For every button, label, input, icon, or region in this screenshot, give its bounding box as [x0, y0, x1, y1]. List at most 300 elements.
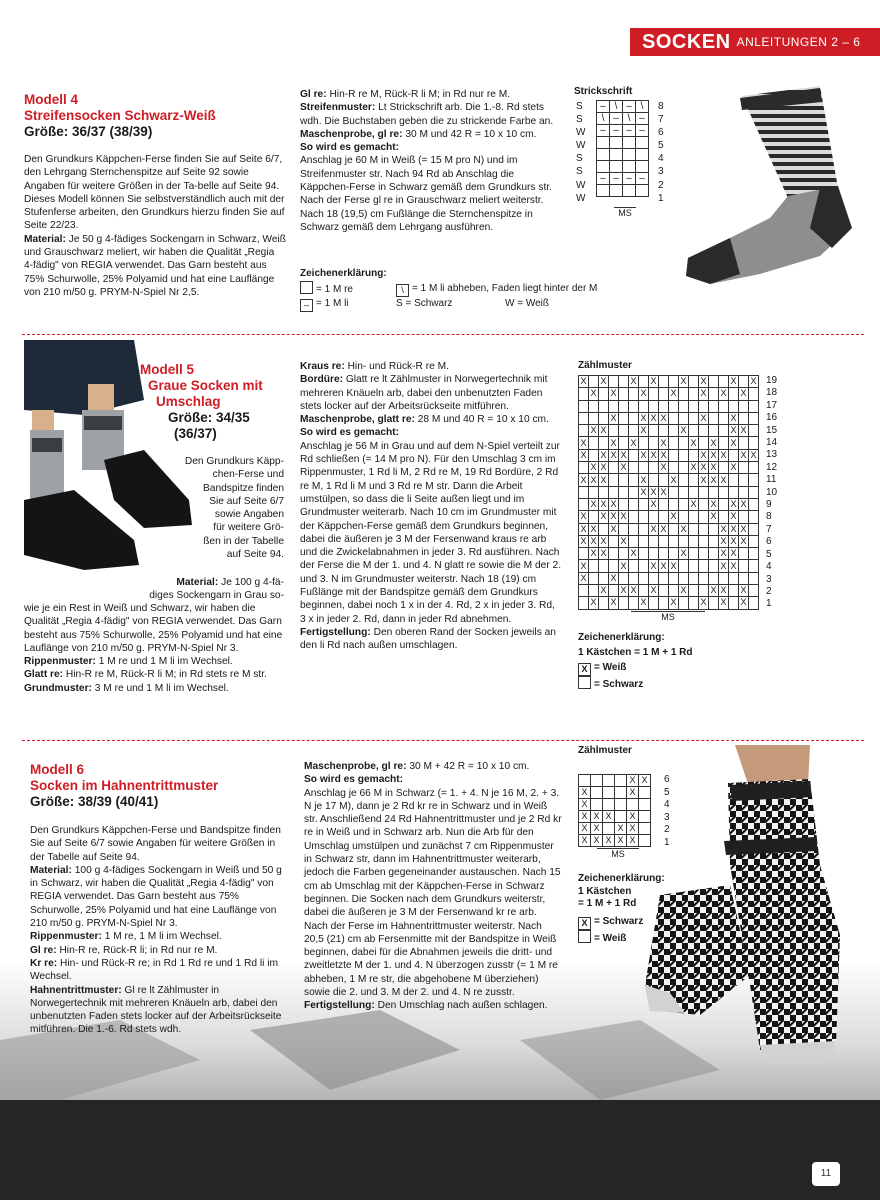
chart-cell — [709, 425, 719, 437]
chart-row-number: 1 — [658, 192, 664, 204]
chart-cell — [610, 149, 623, 161]
chart-cell: X — [720, 536, 727, 546]
chart-cell: \ — [610, 101, 623, 113]
chart-cell — [709, 388, 719, 400]
chart-cell: X — [750, 449, 757, 460]
chart-cell — [709, 560, 719, 572]
model5-how: Anschlag je 56 M in Grau und auf dem N-Spiel verteilt zur Rd schließen (= 14 M pro N). Für den Umschlag 3 cm im Rippenmuster, 1 Rd li M, 2 Rd re M, 19 Rd Bordüre, 2 Rd re M, 1 Rd li M und 3 Rd re M str. Dann die Arbeit umstülpen, so dass die li Seite außen liegt und im Grundmuster weiterarb. Nach 10 cm im Grundmuster mit der Käppchen-Ferse gemäß dem Grundkurs beginnen, dabei die äußeren je 3 M der Fersenwand kraus re arb und die Zwickelabnahmen in jeder 3. Rd ausführen. Nach der Ferse die M der 1. und 4. N glatt re sowie die M der 2. und 3. N im Grundmuster weiterstr. Nach 18 (19) cm Fußlänge mit der Bandspitze gemäß dem Grundkurs beginnen, dabei noch 1 x in der 4. Rd, 2 x in jeder 3. Rd, 3 x in jeder 2. Rd, dann in jeder Rd abnehmen. — [300, 440, 562, 625]
chart-cell — [689, 425, 699, 437]
chart-cell — [629, 523, 639, 535]
chart-cell: – — [636, 113, 649, 125]
chart-cell — [599, 412, 609, 424]
chart-cell — [609, 400, 619, 412]
chart-cell: X — [700, 449, 707, 460]
chart-cell — [615, 799, 627, 811]
model5-grund: Grundmuster: 3 M re und 1 M li im Wechsel. — [24, 682, 229, 694]
model4-ms: MS — [596, 208, 654, 218]
chart-cell — [719, 462, 729, 474]
chart-cell — [749, 572, 759, 584]
chart-cell — [729, 400, 739, 412]
model6-sock-photo — [640, 745, 870, 1065]
model4-streifen: Streifenmuster: Lt Strickschrift arb. Die 1.-8. Rd stets wdh. Die Buchstaben geben die zu strickende Farbe an. — [300, 102, 554, 127]
chart-cell — [659, 535, 669, 547]
chart-cell — [591, 787, 603, 799]
chart-cell: X — [579, 787, 591, 799]
chart-cell — [615, 811, 627, 823]
chart-cell: X — [640, 474, 647, 485]
chart-cell — [619, 400, 629, 412]
chart-cell — [689, 572, 699, 584]
chart-cell — [699, 425, 709, 437]
chart-cell: X — [680, 523, 687, 534]
chart-cell: X — [700, 413, 707, 424]
model5-intro-line: Den Grundkurs Käpp- — [184, 456, 284, 467]
chart-cell — [589, 486, 599, 498]
chart-cell — [699, 437, 709, 449]
model6-rippen: Rippenmuster: 1 M re, 1 M li im Wechsel. — [30, 931, 222, 943]
chart-cell: X — [580, 572, 587, 583]
chart-row-number: 6 — [658, 127, 664, 139]
chart-cell: X — [600, 511, 607, 522]
chart-cell: X — [700, 388, 707, 399]
chart-cell: X — [710, 437, 717, 448]
model5-how-label: So wird es gemacht: — [300, 427, 400, 439]
chart-cell: – — [610, 113, 623, 125]
chart-cell — [659, 548, 669, 560]
chart-cell: X — [730, 548, 737, 559]
model5-intro-line: ßen in der Tabelle — [203, 535, 284, 547]
chart-cell: X — [740, 499, 747, 510]
chart-cell: X — [590, 388, 597, 399]
chart-cell — [619, 388, 629, 400]
chart-cell — [619, 376, 629, 388]
chart-cell — [609, 548, 619, 560]
chart-cell: X — [650, 499, 657, 510]
chart-cell — [669, 400, 679, 412]
chart-cell — [619, 597, 629, 609]
model4-legend: Zeichenerklärung: = 1 M re \ = 1 M li abheben, Faden liegt hinter der M – = 1 M li S = Schwarz W = Weiß — [300, 268, 598, 310]
chart-cell — [669, 425, 679, 437]
chart-cell — [689, 597, 699, 609]
chart-cell: X — [660, 523, 667, 534]
section-subtitle: ANLEITUNGEN 2 – 6 — [736, 35, 861, 49]
chart-cell — [610, 161, 623, 173]
chart-cell: X — [740, 388, 747, 399]
model6-col1 — [30, 824, 290, 1037]
chart-cell — [597, 185, 610, 197]
chart-cell — [739, 474, 749, 486]
chart-cell — [659, 376, 669, 388]
model5-intro-line: für weitere Grö- — [213, 522, 284, 534]
chart-cell — [709, 548, 719, 560]
model5-intro-line: auf Seite 94. — [226, 549, 284, 561]
chart-cell — [719, 425, 729, 437]
chart-row-number: 19 — [766, 375, 778, 386]
chart-cell — [639, 498, 649, 510]
chart-cell: X — [640, 597, 647, 608]
chart-cell: X — [650, 449, 657, 460]
chart-cell: X — [630, 585, 637, 596]
chart-color-letter: S — [576, 153, 583, 165]
chart-cell — [749, 597, 759, 609]
chart-cell — [749, 585, 759, 597]
chart-row-number: 5 — [766, 548, 772, 560]
chart-row-number: 4 — [766, 561, 772, 573]
chart-cell — [639, 548, 649, 560]
chart-cell — [609, 535, 619, 547]
chart-row-number: 4 — [664, 799, 670, 811]
chart-cell — [729, 585, 739, 597]
chart-cell: X — [750, 376, 757, 387]
chart-cell: X — [627, 811, 639, 823]
chart-cell — [709, 486, 719, 498]
chart-cell — [619, 474, 629, 486]
chart-cell: X — [700, 462, 707, 473]
chart-cell: \ — [623, 113, 636, 125]
chart-row-number: 12 — [766, 461, 778, 473]
chart-cell: X — [590, 536, 597, 546]
chart-cell: X — [650, 560, 657, 571]
chart-cell — [749, 437, 759, 449]
model4-col2 — [300, 88, 562, 234]
legend-empty-box — [300, 281, 313, 294]
model5-intro — [168, 455, 284, 561]
chart-cell: X — [620, 511, 627, 522]
chart-cell: X — [710, 511, 717, 522]
chart-cell: – — [610, 173, 623, 185]
chart-cell — [689, 376, 699, 388]
model4-intro: Den Grundkurs Käppchen-Ferse finden Sie auf Seite 6/7, den Lehrgang Sternchenspitze auf Seite 92 sowie Angaben für weitere Größen in der Ta-belle auf Seite 94. Dieses Modell können Sie selbstverständlich auch mit der Stufenferse arbeiten, den Grundkurs hierzu finden Sie auf Seite 22/23. — [24, 154, 285, 232]
chart-cell: X — [630, 437, 637, 448]
chart-cell: X — [710, 462, 717, 473]
chart-cell — [610, 185, 623, 197]
chart-cell: X — [610, 437, 617, 448]
chart-cell — [689, 474, 699, 486]
chart-cell — [669, 498, 679, 510]
chart-row-number: 16 — [766, 412, 778, 424]
chart-cell — [649, 572, 659, 584]
chart-row-number: 1 — [664, 836, 670, 848]
chart-cell: X — [680, 585, 687, 596]
model5-size: Größe: 34/35 — [168, 410, 250, 425]
section-header — [630, 28, 880, 56]
chart-cell — [579, 412, 589, 424]
model5-rippen: Rippenmuster: 1 M re und 1 M li im Wechsel. — [24, 656, 233, 668]
chart-cell — [579, 597, 589, 609]
chart-cell: X — [730, 523, 737, 534]
chart-cell — [629, 388, 639, 400]
chart-row-number: 8 — [766, 511, 772, 523]
chart-cell: X — [740, 536, 747, 546]
chart-cell — [639, 535, 649, 547]
chart-cell: X — [600, 449, 607, 460]
chart-cell: X — [603, 835, 615, 847]
model6-ms: MS — [578, 849, 658, 859]
chart-cell — [689, 511, 699, 523]
chart-cell — [749, 486, 759, 498]
chart-cell — [629, 511, 639, 523]
chart-cell: X — [579, 823, 591, 835]
chart-cell: X — [590, 474, 597, 485]
chart-row-number: 11 — [766, 474, 777, 486]
chart-cell — [599, 400, 609, 412]
chart-cell — [669, 535, 679, 547]
chart-cell: X — [610, 449, 617, 460]
chart-cell — [609, 474, 619, 486]
chart-cell — [729, 572, 739, 584]
model4-subtitle: Streifensocken Schwarz-Weiß — [24, 108, 216, 123]
chart-cell — [589, 572, 599, 584]
chart-color-letter: S — [576, 114, 583, 126]
chart-cell — [591, 799, 603, 811]
model5-heading: Modell 5 Graue Socken mit Umschlag Größe: 34/35 (36/37) — [140, 362, 280, 442]
chart-cell — [749, 548, 759, 560]
chart-cell — [589, 400, 599, 412]
chart-cell — [679, 412, 689, 424]
chart-cell — [739, 376, 749, 388]
chart-cell — [619, 437, 629, 449]
chart-cell: X — [650, 585, 657, 596]
chart-cell: X — [660, 449, 667, 460]
chart-cell — [679, 388, 689, 400]
chart-cell — [729, 486, 739, 498]
chart-cell — [739, 511, 749, 523]
chart-cell — [659, 572, 669, 584]
chart-cell — [599, 437, 609, 449]
model5-col2 — [300, 360, 562, 653]
chart-cell — [699, 585, 709, 597]
chart-cell — [639, 572, 649, 584]
model5-material-second: diges Sockengarn in Grau so- — [149, 590, 284, 601]
chart-cell — [669, 572, 679, 584]
chart-cell — [689, 585, 699, 597]
chart-cell — [709, 412, 719, 424]
chart-cell — [699, 511, 709, 523]
chart-cell: X — [615, 823, 627, 835]
chart-cell: X — [730, 499, 737, 510]
chart-cell — [709, 376, 719, 388]
chart-cell — [669, 437, 679, 449]
model4-title: Modell 4 — [24, 92, 79, 107]
chart-cell: X — [660, 437, 667, 448]
chart-cell — [629, 597, 639, 609]
chart-cell: X — [591, 835, 603, 847]
chart-cell — [689, 449, 699, 461]
chart-row-number: 1 — [766, 598, 772, 610]
chart-cell: X — [600, 376, 607, 387]
chart-cell — [619, 486, 629, 498]
separator-1 — [22, 334, 864, 335]
chart-cell: X — [639, 775, 651, 787]
chart-cell: X — [610, 388, 617, 399]
chart-color-letter: S — [576, 166, 583, 178]
chart-cell — [589, 376, 599, 388]
chart-row-number: 15 — [766, 424, 778, 436]
chart-cell — [659, 498, 669, 510]
chart-cell — [599, 572, 609, 584]
chart-cell — [699, 560, 709, 572]
chart-cell: – — [623, 101, 636, 113]
chart-cell — [749, 523, 759, 535]
chart-cell — [639, 376, 649, 388]
chart-cell — [649, 511, 659, 523]
chart-cell — [609, 425, 619, 437]
chart-row-number: 9 — [766, 499, 772, 511]
chart-cell — [659, 425, 669, 437]
chart-cell — [599, 486, 609, 498]
chart-cell: X — [730, 413, 737, 424]
chart-cell: X — [660, 486, 667, 497]
chart-cell — [719, 498, 729, 510]
chart-cell — [619, 548, 629, 560]
chart-cell — [669, 376, 679, 388]
chart-cell — [749, 388, 759, 400]
chart-row-number: 17 — [766, 399, 778, 411]
chart-cell — [649, 400, 659, 412]
chart-cell — [719, 412, 729, 424]
chart-row-number: 2 — [658, 179, 664, 191]
model6-material: Material: 100 g 4-fädiges Sockengarn in Weiß und 50 g in Schwarz, wir haben die Qualität „Regia 4-fädig" von REGIA verwendet. Das Garn besteht aus 75% Schurwolle, 25% Polyamid und hat eine Lauflänge von 210 m/50 g. PRYM-N-Spiel Nr 3. — [30, 864, 282, 930]
chart-cell — [709, 572, 719, 584]
chart-cell — [679, 400, 689, 412]
chart-cell — [623, 185, 636, 197]
chart-cell — [749, 560, 759, 572]
chart-cell: X — [615, 835, 627, 847]
chart-cell — [649, 548, 659, 560]
chart-cell — [689, 560, 699, 572]
chart-cell: X — [710, 585, 717, 596]
chart-row-number: 3 — [664, 811, 670, 823]
chart-cell: X — [680, 376, 687, 387]
chart-cell — [636, 149, 649, 161]
chart-cell — [579, 462, 589, 474]
chart-cell: X — [650, 486, 657, 497]
chart-cell — [709, 523, 719, 535]
model5-intro-line: Sie auf Seite 6/7 — [209, 495, 284, 507]
chart-cell — [623, 161, 636, 173]
chart-cell — [739, 560, 749, 572]
chart-cell: X — [579, 811, 591, 823]
chart-cell — [629, 474, 639, 486]
chart-cell: X — [600, 585, 607, 596]
chart-cell — [719, 511, 729, 523]
page-number: 11 — [812, 1162, 840, 1186]
chart-cell: – — [623, 173, 636, 185]
model4-sock-photo — [670, 78, 870, 288]
chart-cell: X — [730, 511, 737, 522]
model5-maschen: Maschenprobe, glatt re: 28 M und 40 R = 10 x 10 cm. — [300, 414, 549, 426]
chart-cell — [649, 388, 659, 400]
chart-cell: X — [579, 799, 591, 811]
chart-cell — [610, 137, 623, 149]
chart-cell — [636, 185, 649, 197]
chart-color-letter: W — [576, 192, 586, 204]
chart-cell: X — [590, 462, 597, 473]
chart-cell — [679, 498, 689, 510]
chart-cell: X — [720, 585, 727, 596]
model5-intro-line: Bandspitze finden — [203, 482, 284, 494]
chart-cell: X — [640, 413, 647, 424]
chart-cell — [689, 388, 699, 400]
chart-cell: X — [670, 560, 677, 571]
chart-cell — [649, 462, 659, 474]
chart-cell — [649, 425, 659, 437]
chart-cell — [719, 572, 729, 584]
chart-cell: X — [627, 835, 639, 847]
chart-cell — [629, 412, 639, 424]
chart-cell — [679, 535, 689, 547]
chart-cell — [589, 511, 599, 523]
chart-cell: – — [636, 173, 649, 185]
chart-row-number: 6 — [766, 536, 772, 548]
chart-cell — [603, 799, 615, 811]
chart-cell: X — [580, 511, 587, 522]
chart-cell: X — [720, 449, 727, 460]
legend-x-box: X — [578, 663, 591, 676]
chart-cell — [639, 560, 649, 572]
chart-cell — [579, 400, 589, 412]
chart-cell — [649, 437, 659, 449]
chart-cell — [689, 535, 699, 547]
chart-row-number: 3 — [658, 166, 664, 178]
chart-cell — [619, 498, 629, 510]
chart-cell — [729, 388, 739, 400]
chart-cell: X — [600, 499, 607, 510]
chart-cell — [659, 400, 669, 412]
chart-cell — [669, 486, 679, 498]
section-title: SOCKEN — [642, 30, 731, 53]
chart-cell: X — [610, 597, 617, 608]
model4-glre: Gl re: Hin-R re M, Rück-R li M; in Rd nur re M. — [300, 89, 511, 100]
chart-cell: X — [680, 425, 687, 436]
model6-maschen: Maschenprobe, gl re: 30 M + 42 R = 10 x 10 cm. — [304, 761, 530, 772]
chart-cell: X — [591, 811, 603, 823]
chart-cell — [589, 560, 599, 572]
chart-cell: X — [627, 787, 639, 799]
chart-cell — [591, 775, 603, 787]
chart-cell — [599, 597, 609, 609]
chart-cell: X — [730, 376, 737, 387]
chart-cell — [609, 560, 619, 572]
chart-cell — [699, 548, 709, 560]
chart-cell — [719, 400, 729, 412]
chart-cell: X — [620, 536, 627, 546]
chart-cell — [599, 523, 609, 535]
chart-cell: X — [720, 523, 727, 534]
chart-cell — [719, 486, 729, 498]
chart-cell — [689, 400, 699, 412]
chart-cell — [589, 437, 599, 449]
model4-how: Anschlag je 60 M in Weiß (= 15 M pro N) und im Streifenmuster str. Nach 94 Rd ab Anschlag die Käppchen-Ferse in Schwarz gemäß dem Grundkurs str. Nach der Ferse gl re in Grauschwarz meliert weiterstr. Nach 18 (19,5) cm Fußlänge die Sternchenspitze in Schwarz gemäß dem Lehrgang ausführen. — [300, 155, 552, 233]
model5-chart: Zählmuster X X X X X X X X X X X X X X X X X X X X X X X X X X X X X X X X X X X X X X X X X X X X X X X X X X X X X X X X X X X X X X X X X X X X X X X X X X X X X X X X X X X X X X X X X X X X X X X X X X X X X X X X X X X X X X X X X X X X X X X X X X X X X X 19 18 17 16 15 14 13 12 11 10 9 8 7 6 5 4 3 2 1 MS Zeichenerklärung: 1 Kästchen = 1 M + 1 Rd X = Weiß = Schwarz — [578, 360, 808, 692]
chart-cell: – — [636, 125, 649, 137]
chart-cell — [589, 412, 599, 424]
chart-cell — [597, 137, 610, 149]
chart-cell — [739, 548, 749, 560]
chart-row-number: 4 — [658, 153, 664, 165]
chart-cell — [603, 823, 615, 835]
chart-cell: X — [730, 425, 737, 436]
chart-cell: X — [740, 597, 747, 608]
chart-cell: X — [640, 388, 647, 399]
chart-cell — [639, 437, 649, 449]
legend-empty-box — [578, 676, 591, 689]
chart-cell: X — [700, 376, 707, 387]
chart-cell — [659, 474, 669, 486]
chart-cell: X — [720, 548, 727, 559]
chart-cell — [669, 462, 679, 474]
model6-how: Anschlag je 66 M in Schwarz (= 1. + 4. N je 16 M, 2. + 3. N je 17 M), dann je 2 Rd kr re in Schwarz und in Weiß str. Anschließend 24 Rd Hahnentrittmuster und je 2 Rd kr re in Weiß und in Schwarz arb. Nun die Arb für den Umschlag umstülpen und zunächst 7 cm Rippenmuster in Schwarz str, dann im Hahnentrittmuster weiterarb, jedoch die Farben gegeneinander austauschen. Nach 15 cm ab Umschlag mit der Käppchen-Ferse in Schwarz beginnen. Die Socken nach dem Grundkurs weiterstr, dabei die äußeren je 3 M der Fersenwand kr re arb. Nach der Ferse im Hahnentrittmuster weiterstr. Nach 20,5 (21) cm ab Fersenmitte mit der Bandspitze in Weiß beginnen, dabei für die Abnahmen jeweils die dritt- und zweitletzte M der 1. und 4. N überzogen zusstr (= 1 M re abheben, 1 M re str, die abgehobene M überziehen) sowie die 2. und 3. M der 2. und 4. N re zusstr. — [304, 787, 562, 999]
